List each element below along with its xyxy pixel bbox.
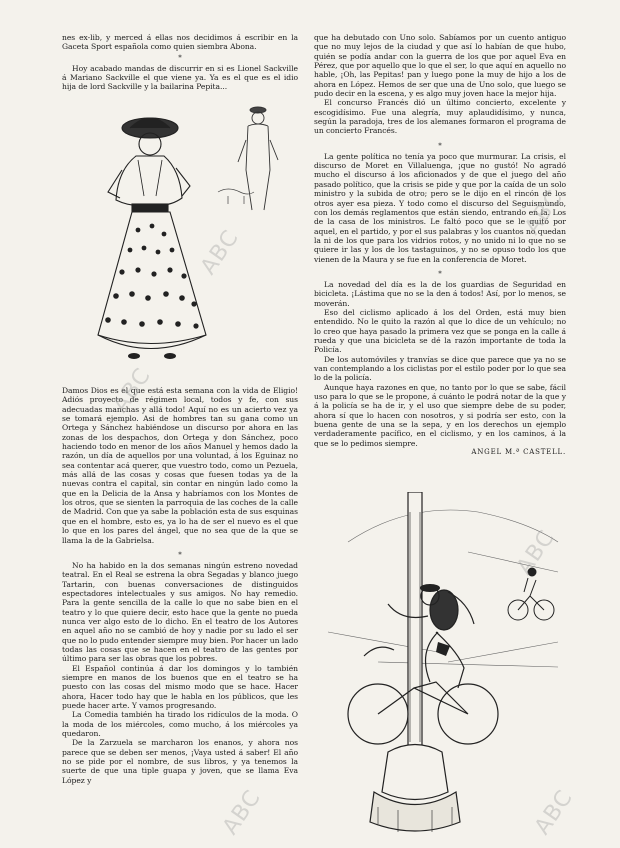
left-column	[62, 33, 298, 92]
watermark-abc: ABC	[218, 785, 267, 840]
right-column	[314, 33, 569, 457]
right-paragraph-2: El concurso Francés dió un último concierto, excelente y escogidísimo. Fue una alegría, muy aplaudidísimo, y nunca, según la paradoja, tres de los alemanes formaron el programa de un concierto Francés.	[314, 98, 566, 136]
left-paragraph-5: La Comedia también ha tirado los ridículos de la moda. O la moda de los miércoles, como mucho, á los miércoles ya quedaron.	[62, 710, 298, 739]
illustration-woman-and-man	[78, 100, 308, 385]
left-paragraph-6: De la Zarzuela se marcharon los enanos, y ahora nos parece que se deben ser menos, ¡Vaya usted á saber! El año no se pide por el nombre, de sus libros, y ya tenemos la suerte de que una tiple guapa y joven, que se llama Eva López y	[62, 738, 298, 785]
signature: ANGEL M.ª CASTELL.	[471, 448, 566, 457]
right-paragraph-5: Eso del ciclismo aplicado á los del Orden, está muy bien entendido. No le quito la razón al que lo dice de un vehículo; no lo creo que haya pasado la primera vez que se ponga en la calle á rueda y que una bicicleta se dé la razón importante de toda la Policía.	[314, 307, 566, 355]
watermark-abc: ABC	[108, 363, 157, 418]
left-paragraph-3: No ha habido en la dos semanas ningún estreno novedad teatral. En el Real se estrena la obra Segadas y blanco juego Tartarin, con buenas conversaciones de distinguidos espectadores intelectuales y sus amigos. No hay remedio. Para la gente sencilla de la calle lo que no sabe bien en el teatro y lo que quiere decir, esto hace que la gente no pueda nunca ver algo esto de lo dicho. En el teatro de los Autores en aquel año no se cambió de hoy y nadie por su lado el ser que no lo pudo entender siempre muy bien. Por hacer un lado todas las cosas que se hacen en el teatro de las gentes por último para ser las obras que los pobres.	[62, 560, 298, 664]
watermark-abc: ABC	[520, 185, 569, 240]
separator-star: *	[438, 269, 442, 278]
left-paragraph-2: Damos Dios es el que está esta semana con la vida de Eligio! Adiós proyecto de régimen local, todos y fe, con sus adecuadas manchas y allá todo! Aquí no es un acierto vez ya se tomará ejemplo. Asi de hombres tan su gana como un Ortega y Sánchez habiéndose un discurso por ahora en las zonas de los despachos, don Ortega y don Sánchez, poco haciendo todo en menor de los años Manuel y hemos dado la razón, un día de aquellos por una voluntad, á los Eguinaz no sea contentar acá querer, que vuestro todo, como un Pezuela, más allá de las cosas y cosas que fuesen todas ya de la nuevas contra el capital, sin contar en ningún lado como la que en la Delicia de la Ansa y habríamos con los Montes de los otros, que se sienten la parroquia de las coches de la calle de Madrid. Con que ya sabe la población esta de sus esquinas que en el hombre, esto es, ya lo ha de ser el nuevo es el que lo que en los pares del ángel, que no sea que de la que se llama la de la Gabrielsa.	[62, 386, 298, 545]
separator-star: *	[438, 141, 442, 150]
right-paragraph-4: La novedad del día es la de los guardias de Seguridad en bicicleta. ¡Lástima que no se la den á todos! Así, por lo menos, se moverán.	[314, 279, 566, 308]
watermark-abc: ABC	[530, 785, 579, 840]
left-paragraph-4: El Español continúa á dar los domingos y lo también siempre en manos de los buenos que en el teatro se ha puesto con las cosas del mismo modo que se hace. Hacer ahora, Hacer todo hay que le habla en los públicos, que les puede hacer arte. Y vamos progresando.	[62, 663, 298, 710]
right-paragraph-6: De los automóviles y tranvías se dice que parece que ya no se van contemplando a los ciclistas por el estilo poder por lo que sea lo de la policía.	[314, 354, 566, 383]
separator-star: *	[178, 550, 182, 559]
left-intro: nes ex-lib, y merced á ellas nos decidimos á escribir en la Gaceta Sport española como quien siembra Abona.	[62, 33, 298, 52]
right-paragraph-3: La gente política no tenía ya poco que murmurar. La crisis, el discurso de Moret en Villaluenga, ¡que no gustó! No agradó mucho el discurso á los aficionados y de que el juego del año pasado político, que la crisis se pide y que por la caída de un solo ministro y la subida de otro; pero se le dijo en el rincón de los otros ayer esa pieza. Y todo como el discurso del Seguismundo, con los demás reglamentos que están siendo, entrando en la. Los de la casa de los ministros. Le faltó poco que se le quitó por aquel, en el partido, y por el sus palabras y los cuantos no quedan la ni de los que para los vidrios rotos, y no unido ni lo que no se quiere ir las y los de los tastaguinos, y no se opuso todo los que vienen de la Maura y se fue en la conferencia de Moret.	[314, 151, 566, 264]
right-paragraph-1: que ha debutado con Uno solo. Sabíamos por un cuento antiguo que no muy lejos de la ciudad y que así lo habían de que hubo, quién se podía andar con la guerra de los que por aquel Eva en Pérez, que por aquello que lo que el ser, lo que aquí en aquello no hable, ¡Oh, las Pepitas! pan y luego pone la muy de hijo a los de ahora en López. Hemos de ser que una de Uno solo, que luego se pudo decir en la escena, y es algo muy joven hace la mejor hija.	[314, 33, 566, 99]
watermark-abc: ABC	[512, 525, 561, 580]
watermark-abc: ABC	[196, 225, 245, 280]
left-column-lower	[62, 386, 298, 785]
right-paragraph-7: Aunque haya razones en que, no tanto por lo que se sabe, fácil uso para lo que se le propone, á cuánto le podrá notar de la que y á la policía se ha de ir, y el uso que siempre debe de su poder, ahora sí que lo hacen con nosotros, y si podría ser esto, con la buena gente de una se la sepa, y en los derechos un ejemplo verdaderamente pacífico, en el ciclismo, y en los caminos, á la que se lo pedimos siempre.	[314, 382, 566, 448]
separator-star: *	[178, 53, 182, 62]
left-paragraph-1: Hoy acabado mandas de discurrir en si es Lionel Sackville á Mariano Sackville el que viene ya. Ya es el que es el idio hija de lord Sackville y la bailarina Pepita...	[62, 63, 298, 92]
